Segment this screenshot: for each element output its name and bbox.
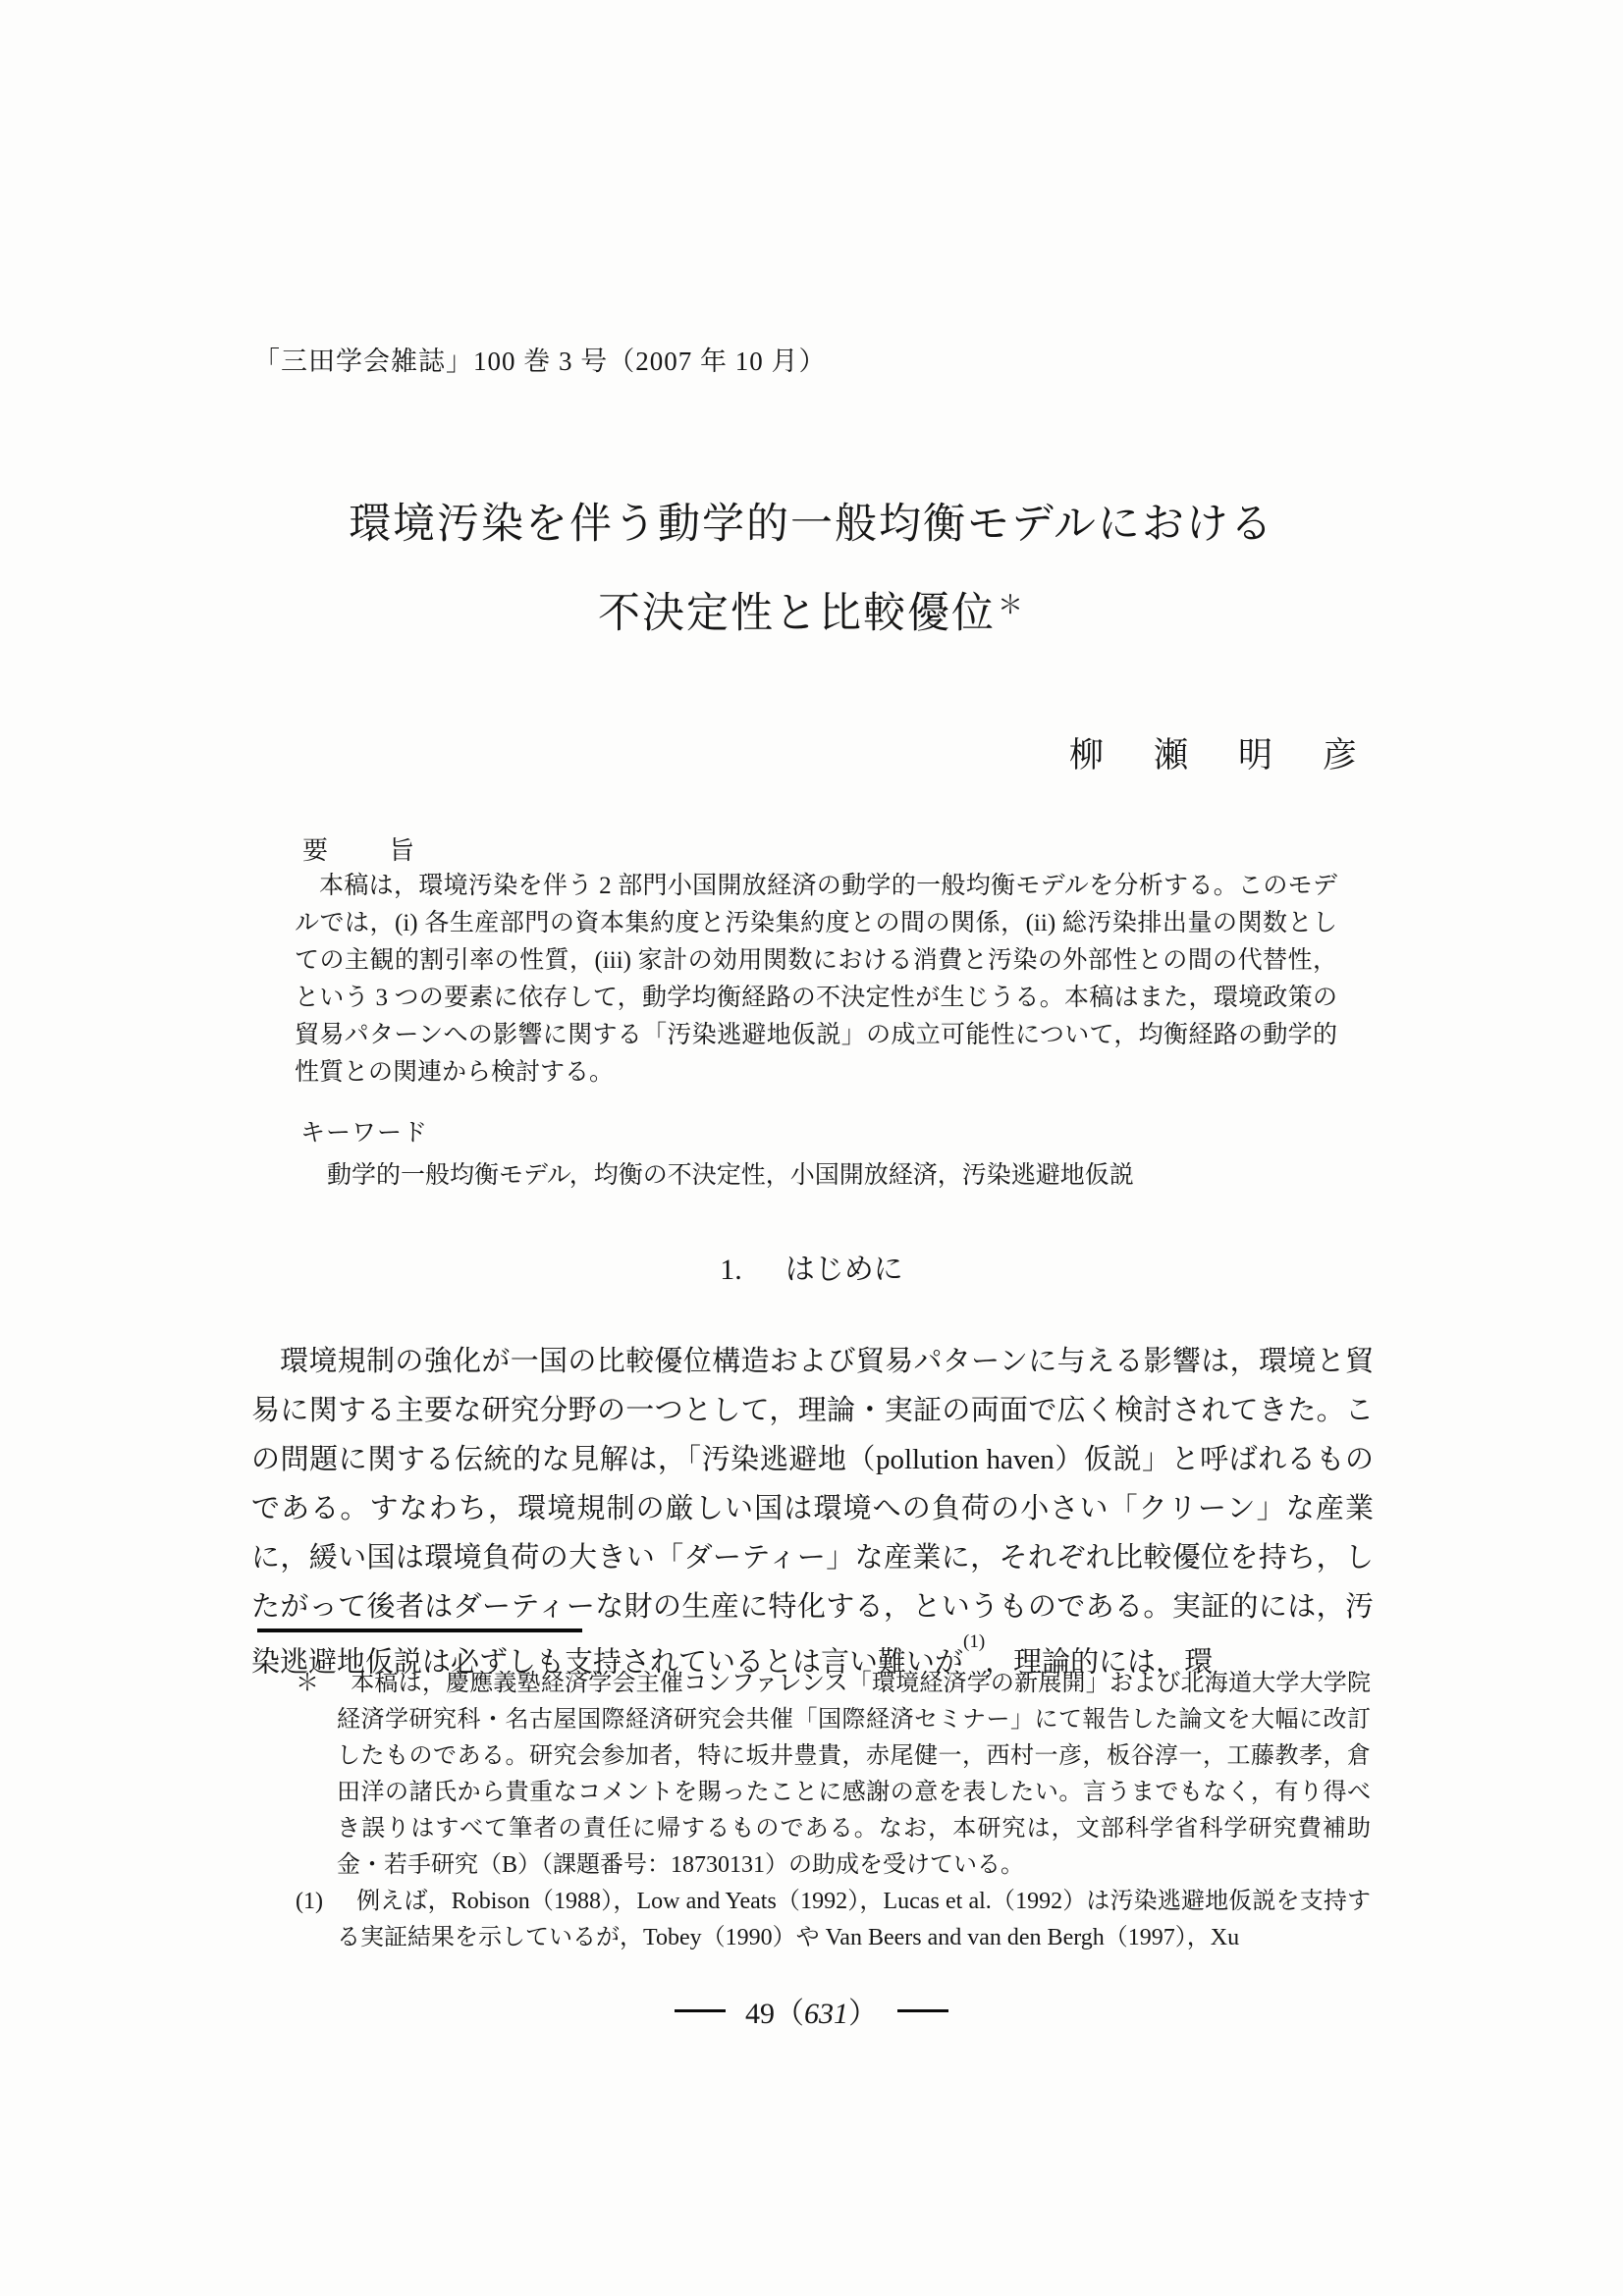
journal-issue-line: 「三田学会雑誌」100 巻 3 号（2007 年 10 月）	[253, 347, 827, 376]
footer-page-number-main: 49	[745, 1998, 775, 2030]
body-paragraph-text-after-ref: ，理論的には，環	[985, 1646, 1214, 1679]
footnote-separator-rule	[257, 1629, 582, 1632]
footer-paren-close: ）	[848, 1998, 878, 2030]
abstract-heading-char1: 要	[302, 836, 329, 865]
footer-rule-left	[675, 2009, 726, 2012]
footer-page-number-series: 631	[804, 1998, 848, 2030]
footer-page-number	[745, 1989, 878, 2032]
footnotes-block	[296, 1666, 1371, 1956]
footnote-star	[296, 1666, 1371, 1884]
section-number: 1.	[720, 1254, 742, 1286]
paper-title-line2-text: 不決定性と比較優位	[597, 591, 996, 637]
footnote-1-reference: (1)	[963, 1631, 986, 1652]
footnote-1-marker: (1)	[296, 1889, 323, 1914]
keywords-list: 動学的一般均衡モデル，均衡の不決定性，小国開放経済，汚染逃避地仮説	[327, 1162, 1134, 1189]
footnote-star-text: 本稿は，慶應義塾経済学会主催コンファレンス「環境経済学の新展開」および北海道大学大学院経済学研究科・名古屋国際経済研究会共催「国際経済セミナー」にて報告した論文を大幅に改訂したものである。研究会参加者，特に坂井豊貴，赤尾健一，西村一彦，板谷淳一，工藤教孝，倉田洋の諸氏から貴重なコメントを賜ったことに感謝の意を表したい。言うまでもなく，有り得べき誤りはすべて筆者の責任に帰するものである。なお，本研究は，文部科学省科学研究費補助金・若手研究（B）（課題番号：18730131）の助成を受けている。	[337, 1671, 1371, 1878]
abstract-heading-char2: 旨	[389, 836, 415, 865]
abstract-heading	[302, 830, 414, 867]
body-paragraph-text: 環境規制の強化が一国の比較優位構造および貿易パターンに与える影響は，環境と貿易に関する主要な研究分野の一つとして，理論・実証の両面で広く検討されてきた。この問題に関する伝統的な見解は，「汚染逃避地（pollution haven）仮説」と呼ばれるものである。すなわち，環境規制の厳しい国は環境への負荷の小さい「クリーン」な産業に，緩い国は環境負荷の大きい「ダーティー」な産業に，それぞれ比較優位を持ち，したがって後者はダーティーな財の生産に特化する，というものである。実証的には，汚染逃避地仮説は必ずしも支持されているとは言い難いが	[251, 1346, 1375, 1679]
author-name: 柳 瀬 明 彦	[1068, 736, 1365, 774]
body-paragraph-1	[251, 1337, 1374, 1687]
footnote-1	[296, 1884, 1371, 1956]
footnote-1-text: 例えば，Robison（1988），Low and Yeats（1992），Lucas et al.（1992）は汚染逃避地仮説を支持する実証結果を示しているが，Tobey（1990）や Van Beers and van den Bergh（1997），Xu	[337, 1889, 1371, 1950]
footnote-star-marker: ＊	[296, 1671, 319, 1696]
title-footnote-asterisk: ＊	[997, 591, 1025, 619]
section-heading-1	[0, 1245, 1623, 1288]
abstract-text: 本稿は，環境汚染を伴う 2 部門小国開放経済の動学的一般均衡モデルを分析する。このモデルでは，(i) 各生産部門の資本集約度と汚染集約度との間の関係，(ii) 総汚染排出量の関数としての主観的割引率の性質，(iii) 家計の効用関数における消費と汚染の外部性との間の代替性，という 3 つの要素に依存して，動学均衡経路の不決定性が生じうる。本稿はまた，環境政策の貿易パターンへの影響に関する「汚染逃避地仮説」の成立可能性について，均衡経路の動学的性質との関連から検討する。	[295, 873, 1337, 1086]
paper-title	[0, 485, 1623, 655]
keywords-heading: キーワード	[300, 1120, 429, 1147]
page-footer	[0, 1989, 1623, 2032]
paper-title-line1: 環境汚染を伴う動学的一般均衡モデルにおける	[349, 502, 1274, 548]
footer-paren-open: （	[775, 1998, 804, 2030]
paper-title-line2	[0, 565, 1623, 655]
footer-rule-right	[897, 2009, 948, 2012]
section-title: はじめに	[784, 1254, 903, 1286]
